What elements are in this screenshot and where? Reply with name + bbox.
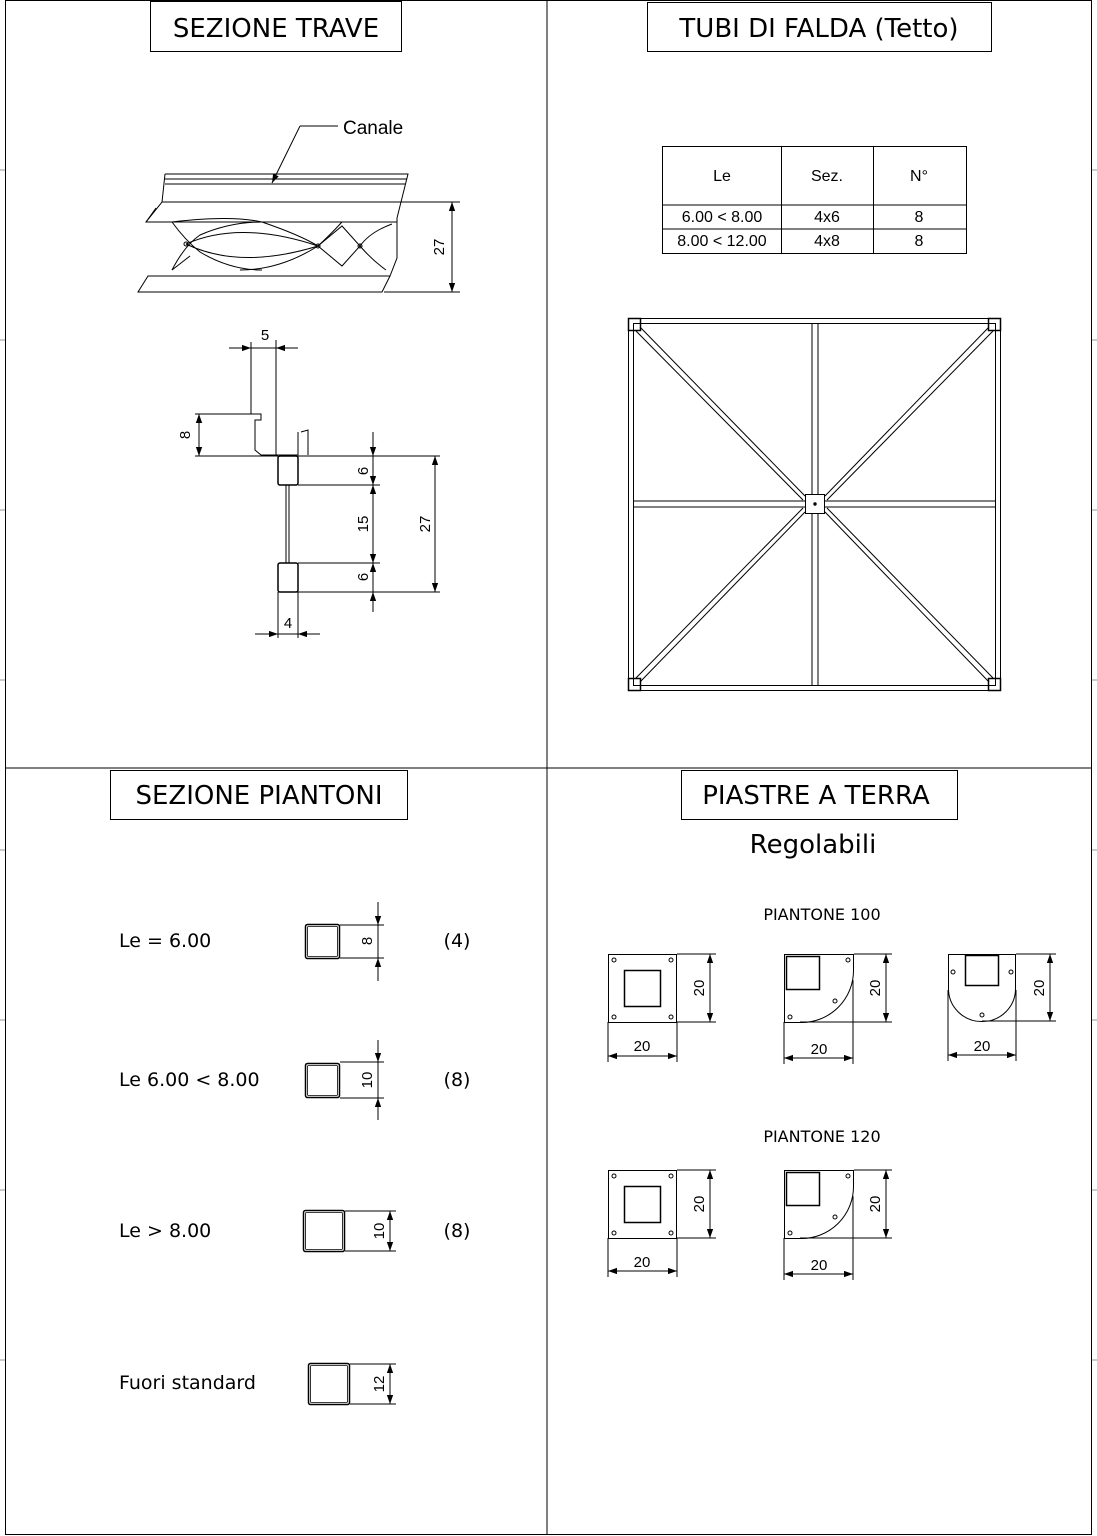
plate-rounded	[948, 954, 1056, 1061]
table-header-n: N°	[910, 168, 928, 185]
plate-dim-text: 20	[867, 979, 884, 997]
piantone-dim-text: 10	[371, 1222, 388, 1240]
section-title-trave: SEZIONE TRAVE	[172, 14, 380, 44]
dim-bottom-width	[255, 592, 320, 638]
roof-plan	[629, 319, 1001, 691]
piantone-count: (4)	[443, 930, 471, 952]
plate-dim-text: 20	[633, 1038, 651, 1055]
piantone-120-label: PIANTONE 120	[763, 1127, 881, 1146]
piantone-row-label: Le > 8.00	[119, 1220, 212, 1242]
plate-square	[608, 954, 716, 1062]
table-cell: 4x8	[814, 233, 840, 250]
dim-top-width	[229, 327, 298, 348]
beam-perspective	[138, 174, 408, 292]
piantone-row	[119, 1364, 396, 1405]
table-cell: 8.00 < 12.00	[677, 233, 767, 250]
piantone-count: (8)	[443, 1069, 471, 1091]
section-piastre	[608, 771, 1056, 1281]
section-trave	[138, 2, 460, 639]
plate-dim-text: 20	[867, 1195, 884, 1213]
plate-corner	[784, 954, 892, 1064]
dim-lip-text: 8	[177, 430, 194, 440]
canale-leader	[272, 118, 403, 183]
piantone-dim-text: 12	[371, 1375, 388, 1393]
section-title-piastre: PIASTRE A TERRA	[702, 781, 930, 811]
canale-label: Canale	[343, 118, 404, 139]
section-tubi	[629, 3, 1001, 691]
dim-top-flange-text: 6	[355, 466, 372, 476]
piantone-100-label: PIANTONE 100	[763, 905, 881, 924]
tubi-table	[662, 146, 967, 254]
table-header-sez: Sez.	[810, 168, 844, 185]
plate-dim-text: 20	[691, 979, 708, 997]
plate-corner	[784, 1170, 892, 1280]
plate-dim-text: 20	[810, 1257, 828, 1274]
piantone-count: (8)	[443, 1220, 471, 1242]
plate-dim-text: 20	[633, 1254, 651, 1271]
piantone-row	[119, 1211, 470, 1252]
dim-total-text: 27	[417, 515, 434, 533]
piantone-row-label: Fuori standard	[119, 1372, 256, 1394]
dim-beam-height-text: 27	[431, 238, 448, 256]
dim-web-text: 15	[355, 515, 372, 533]
plate-square	[608, 1170, 716, 1277]
dim-bottom-width-text: 4	[283, 615, 293, 632]
dim-bottom-flange-text: 6	[355, 572, 372, 582]
beam-cross-section	[251, 345, 308, 592]
table-cell: 8	[914, 233, 924, 250]
section-piantoni	[111, 771, 471, 1405]
piantone-dim-text: 10	[359, 1071, 376, 1089]
section-subtitle-piastre: Regolabili	[749, 830, 877, 860]
piantone-dim-text: 8	[359, 936, 376, 946]
dim-top-width-text: 5	[260, 327, 270, 344]
plate-dim-text: 20	[973, 1038, 991, 1055]
table-cell: 4x6	[814, 209, 840, 226]
plate-dim-text: 20	[1031, 979, 1048, 997]
table-cell: 6.00 < 8.00	[681, 209, 763, 226]
dim-lip	[177, 414, 278, 456]
piantone-row	[119, 1040, 470, 1120]
dim-beam-height	[384, 202, 460, 292]
plate-dim-text: 20	[810, 1041, 828, 1058]
plate-dim-text: 20	[691, 1195, 708, 1213]
dim-flanges	[298, 432, 440, 612]
table-header-le: Le	[713, 168, 731, 185]
table-cell: 8	[914, 209, 924, 226]
section-title-piantoni: SEZIONE PIANTONI	[135, 781, 383, 811]
piantone-row-label: Le = 6.00	[119, 930, 212, 952]
piantone-row	[119, 902, 470, 981]
piantone-row-label: Le 6.00 < 8.00	[119, 1069, 260, 1091]
section-title-tubi: TUBI DI FALDA (Tetto)	[679, 14, 959, 44]
